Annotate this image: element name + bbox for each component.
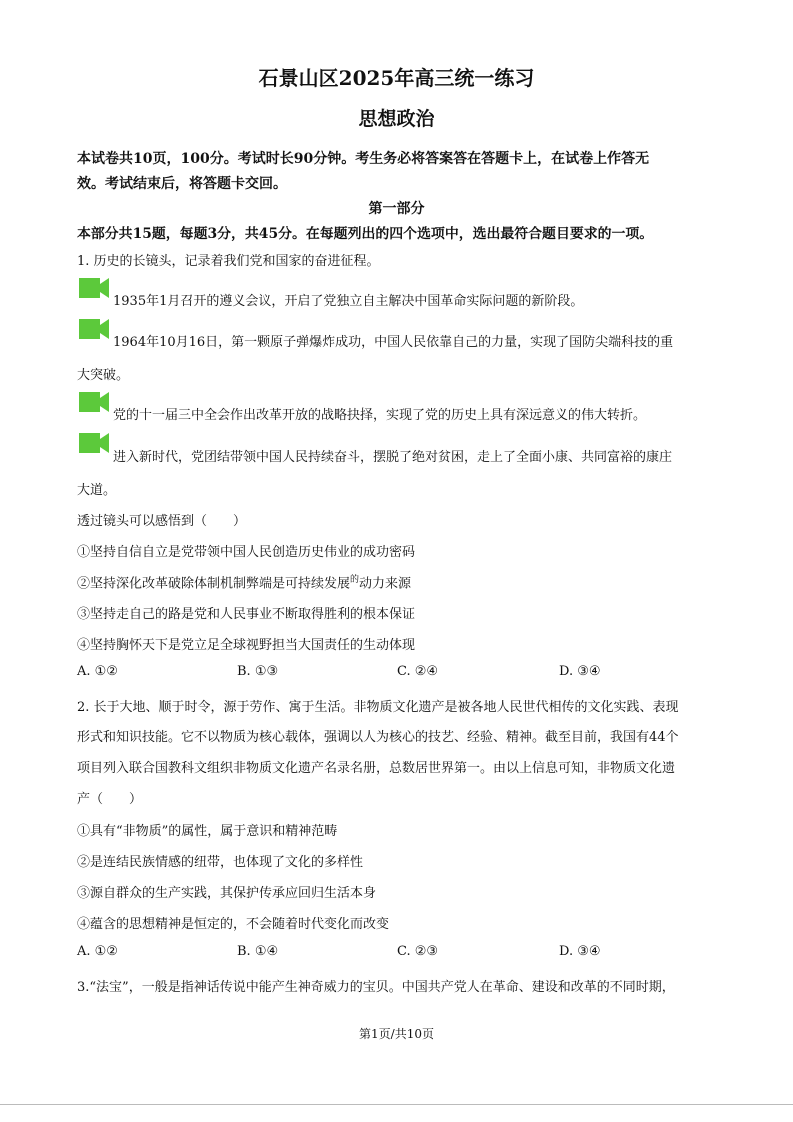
q1-option-2-sup: 的 bbox=[350, 575, 360, 585]
q1-option-3: ③坚持走自己的路是党和人民事业不断取得胜利的根本保证 bbox=[77, 607, 416, 622]
q1-lens-2-cont: 大突破。 bbox=[77, 368, 130, 383]
q1-stem: 1. 历史的长镜头，记录着我们党和国家的奋进征程。 bbox=[77, 254, 380, 269]
q1-lens-4-cont: 大道。 bbox=[77, 483, 117, 498]
q1-choice-d: D. ③④ bbox=[559, 664, 601, 679]
exam-title: 石景山区2025年高三统一练习 bbox=[258, 66, 535, 90]
part-instruction: 本部分共15题，每题3分，共45分。在每题列出的四个选项中，选出最符合题目要求的一项。 bbox=[77, 226, 654, 242]
notice-line-2: 效。考试结束后，将答题卡交回。 bbox=[77, 176, 287, 192]
q2-line-4: 产（ ） bbox=[77, 792, 143, 807]
q1-lens-3: 党的十一届三中全会作出改革开放的战略抉择，实现了党的历史上具有深远意义的伟大转折。 bbox=[113, 408, 647, 423]
q2-choice-a: A. ①② bbox=[77, 944, 118, 959]
q2-choice-d: D. ③④ bbox=[559, 944, 601, 959]
q2-option-1: ①具有“非物质”的属性，属于意识和精神范畴 bbox=[77, 824, 338, 839]
q2-option-3: ③源自群众的生产实践，其保护传承应回归生活本身 bbox=[77, 886, 377, 901]
subject-title: 思想政治 bbox=[358, 108, 435, 130]
q1-option-2-end: 动力来源 bbox=[359, 576, 412, 592]
q1-choice-c: C. ②④ bbox=[397, 664, 439, 679]
q2-option-2: ②是连结民族情感的纽带，也体现了文化的多样性 bbox=[77, 855, 364, 870]
q2-choice-c: C. ②③ bbox=[397, 944, 439, 959]
q1-option-2-text: ②坚持深化改革破除体制机制弊端是可持续发展 bbox=[77, 576, 351, 592]
q1-choice-a: A. ①② bbox=[77, 664, 118, 679]
q1-option-1: ①坚持自信自立是党带领中国人民创造历史伟业的成功密码 bbox=[77, 545, 416, 560]
page-divider bbox=[0, 1104, 793, 1105]
q3-line-1: 3.“法宝”，一般是指神话传说中能产生神奇威力的宝贝。中国共产党人在革命、建设和改革的不同时期， bbox=[77, 980, 675, 995]
notice-line-1: 本试卷共10页，100分。考试时长90分钟。考生务必将答案答在答题卡上，在试卷上作答无 bbox=[77, 151, 650, 167]
q1-choice-b: B. ①③ bbox=[237, 664, 279, 679]
part-title: 第一部分 bbox=[368, 201, 425, 217]
q2-line-3: 项目列入联合国教科文组织非物质文化遗产名录名册，总数居世界第一。由以上信息可知，非物质文化遗 bbox=[77, 761, 676, 776]
q2-line-1: 2. 长于大地、顺于时令，源于劳作、寓于生活。非物质文化遗产是被各地人民世代相传的文化实践、表现 bbox=[77, 700, 679, 715]
q1-prompt: 透过镜头可以感悟到（ ） bbox=[77, 514, 247, 529]
video-camera-icon bbox=[79, 433, 109, 453]
q2-option-4: ④蕴含的思想精神是恒定的，不会随着时代变化而改变 bbox=[77, 917, 390, 932]
video-camera-icon bbox=[79, 319, 109, 339]
q1-option-2 bbox=[77, 572, 411, 591]
page-number: 第1页/共10页 bbox=[359, 1027, 434, 1041]
video-camera-icon bbox=[79, 392, 109, 412]
q2-choice-b: B. ①④ bbox=[237, 944, 279, 959]
q1-option-4: ④坚持胸怀天下是党立足全球视野担当大国责任的生动体现 bbox=[77, 638, 416, 653]
q1-lens-4: 进入新时代，党团结带领中国人民持续奋斗，摆脱了绝对贫困，走上了全面小康、共同富裕的康庄 bbox=[113, 450, 673, 465]
q1-lens-1: 1935年1月召开的遵义会议，开启了党独立自主解决中国革命实际问题的新阶段。 bbox=[113, 294, 584, 309]
video-camera-icon bbox=[79, 278, 109, 298]
q2-line-2: 形式和知识技能。它不以物质为核心载体，强调以人为核心的技艺、经验、精神。截至目前，我国有44个 bbox=[77, 730, 679, 745]
q1-lens-2: 1964年10月16日，第一颗原子弹爆炸成功，中国人民依靠自己的力量，实现了国防尖端科技的重 bbox=[113, 335, 674, 350]
